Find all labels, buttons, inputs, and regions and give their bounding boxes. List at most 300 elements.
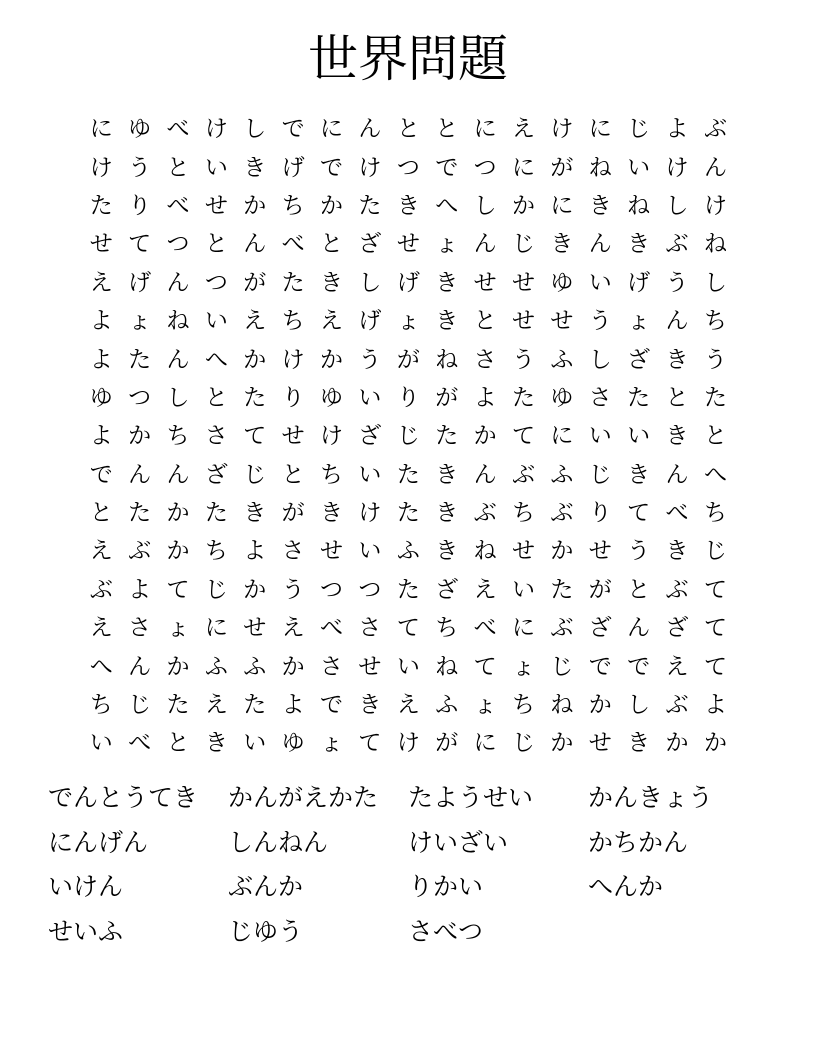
grid-letter: ん [166,461,190,488]
grid-letter: き [435,500,459,527]
grid-letter: ゆ [550,269,574,296]
grid-letter: ち [511,500,535,527]
grid-letter: ゆ [550,384,574,411]
grid-letter: さ [358,615,382,642]
grid-letter: ぶ [703,116,727,143]
grid-letter: せ [281,423,305,450]
grid-letter: ん [703,154,727,181]
grid-letter: て [358,730,382,757]
grid-letter: べ [281,231,305,258]
grid-letter: げ [358,308,382,335]
grid-letter: た [128,500,152,527]
grid-letter: ん [665,308,689,335]
grid-letter: た [627,384,651,411]
grid-letter: せ [511,538,535,565]
grid-letter: い [588,269,612,296]
grid-letter: ぶ [550,500,574,527]
grid-letter: と [204,231,228,258]
grid-letter: に [204,615,228,642]
grid-row [82,148,736,186]
grid-letter: え [320,308,344,335]
grid-row [82,379,736,417]
grid-letter: け [703,192,727,219]
grid-letter: が [396,346,420,373]
grid-letter: つ [473,154,497,181]
grid-letter: ゆ [320,384,344,411]
grid-letter: べ [166,116,190,143]
grid-letter: ね [435,346,459,373]
grid-letter: り [588,500,612,527]
grid-letter: き [396,192,420,219]
grid-letter: さ [473,346,497,373]
grid-letter: げ [396,269,420,296]
word-list-item: かんきょう [588,783,714,812]
grid-letter: ゆ [281,730,305,757]
grid-letter: か [550,730,574,757]
grid-letter: よ [89,308,113,335]
grid-letter: ぶ [665,231,689,258]
grid-letter: う [588,308,612,335]
grid-letter: じ [128,692,152,719]
grid-letter: で [281,116,305,143]
grid-row [82,532,736,570]
grid-letter: ね [473,538,497,565]
grid-letter: じ [627,116,651,143]
grid-letter: え [243,308,267,335]
grid-letter: と [204,384,228,411]
grid-letter: か [166,500,190,527]
grid-letter: き [435,461,459,488]
grid-letter: ふ [550,346,574,373]
grid-letter: に [473,730,497,757]
grid-letter: ざ [204,461,228,488]
grid-letter: て [396,615,420,642]
grid-letter: て [166,576,190,603]
grid-letter: べ [665,500,689,527]
grid-letter: へ [703,461,727,488]
grid-letter: い [243,730,267,757]
grid-letter: よ [281,692,305,719]
grid-letter: か [473,423,497,450]
grid-letter: さ [128,615,152,642]
word-list-item: にんげん [48,827,149,857]
grid-letter: ざ [435,576,459,603]
grid-row [82,647,736,685]
grid-row [82,724,736,762]
grid-letter: い [588,423,612,450]
word-list-item: でんとうてき [48,783,199,812]
grid-letter: よ [665,116,689,143]
grid-letter: げ [128,269,152,296]
grid-letter: て [243,423,267,450]
word-list-item: たようせい [408,783,534,812]
grid-letter: に [89,116,113,143]
grid-letter: と [627,576,651,603]
grid-letter: せ [550,308,574,335]
grid-letter: に [320,116,344,143]
grid-letter: き [204,730,228,757]
grid-letter: で [89,461,113,488]
grid-letter: う [511,346,535,373]
grid-letter: せ [511,308,535,335]
grid-letter: ざ [588,615,612,642]
grid-letter: ふ [243,653,267,680]
grid-letter: ょ [627,308,651,335]
grid-letter: と [166,730,190,757]
grid-letter: り [281,384,305,411]
grid-letter: た [396,461,420,488]
grid-letter: き [665,538,689,565]
grid-letter: け [550,116,574,143]
grid-letter: て [511,423,535,450]
grid-row [82,302,736,340]
grid-letter: と [396,116,420,143]
grid-letter: か [166,538,190,565]
grid-letter: つ [396,154,420,181]
grid-letter: ち [703,500,727,527]
grid-letter: き [435,538,459,565]
grid-letter: ん [166,346,190,373]
grid-letter: が [281,500,305,527]
grid-letter: ち [703,308,727,335]
word-list-item: せいふ [48,916,124,946]
grid-letter: き [665,423,689,450]
grid-letter: い [358,538,382,565]
grid-letter: ざ [665,615,689,642]
grid-letter: ち [281,192,305,219]
grid-letter: け [281,346,305,373]
grid-letter: た [243,692,267,719]
grid-letter: に [550,192,574,219]
grid-letter: ょ [511,653,535,680]
grid-letter: け [320,423,344,450]
grid-row [82,264,736,302]
grid-letter: う [128,154,152,181]
grid-letter: た [511,384,535,411]
grid-letter: と [89,500,113,527]
grid-letter: ん [588,231,612,258]
grid-letter: ょ [166,615,190,642]
grid-letter: か [550,538,574,565]
grid-letter: さ [320,653,344,680]
grid-letter: え [89,538,113,565]
grid-letter: き [627,461,651,488]
grid-letter: が [435,730,459,757]
grid-letter: き [358,692,382,719]
grid-letter: け [89,154,113,181]
grid-letter: け [204,116,228,143]
grid-letter: し [588,346,612,373]
grid-letter: た [703,384,727,411]
grid-letter: か [243,346,267,373]
word-list-item: じゆう [228,916,304,946]
grid-letter: じ [243,461,267,488]
grid-letter: せ [243,615,267,642]
grid-letter: ょ [128,308,152,335]
grid-letter: ん [243,231,267,258]
grid-letter: せ [396,231,420,258]
grid-letter: と [281,461,305,488]
grid-letter: に [511,154,535,181]
grid-letter: よ [473,384,497,411]
grid-letter: で [320,692,344,719]
grid-letter: ん [473,461,497,488]
grid-letter: ち [435,615,459,642]
grid-letter: せ [89,231,113,258]
grid-letter: た [243,384,267,411]
grid-row [82,340,736,378]
grid-letter: が [550,154,574,181]
grid-letter: え [281,615,305,642]
grid-letter: き [588,192,612,219]
grid-letter: ん [473,231,497,258]
grid-letter: た [166,692,190,719]
grid-letter: し [665,192,689,219]
grid-letter: て [627,500,651,527]
grid-letter: ん [627,615,651,642]
grid-letter: た [435,423,459,450]
grid-letter: じ [588,461,612,488]
grid-letter: か [243,192,267,219]
grid-letter: ぶ [511,461,535,488]
grid-letter: じ [396,423,420,450]
grid-letter: ふ [550,461,574,488]
grid-letter: て [703,653,727,680]
word-list-item: かちかん [588,827,689,857]
grid-letter: た [128,346,152,373]
grid-letter: た [550,576,574,603]
grid-letter: し [166,384,190,411]
grid-letter: よ [243,538,267,565]
grid-letter: ざ [627,346,651,373]
grid-letter: じ [511,730,535,757]
grid-letter: よ [703,692,727,719]
grid-letter: き [320,269,344,296]
grid-letter: じ [703,538,727,565]
grid-row [82,494,736,532]
grid-letter: し [627,692,651,719]
grid-letter: い [358,384,382,411]
grid-letter: ょ [435,231,459,258]
word-list-item: へんか [588,872,664,902]
grid-letter: け [358,154,382,181]
grid-letter: ぶ [665,692,689,719]
grid-letter: が [435,384,459,411]
word-list-item: さべつ [408,916,484,946]
grid-letter: ぶ [665,576,689,603]
grid-letter: う [358,346,382,373]
grid-letter: い [89,730,113,757]
grid-letter: よ [128,576,152,603]
grid-letter: う [703,346,727,373]
grid-letter: し [358,269,382,296]
grid-letter: か [703,730,727,757]
grid-letter: し [473,192,497,219]
grid-letter: せ [473,269,497,296]
grid-letter: き [435,269,459,296]
grid-letter: え [204,692,228,719]
grid-letter: て [703,615,727,642]
grid-row [82,187,736,225]
grid-letter: さ [204,423,228,450]
grid-letter: ち [204,538,228,565]
grid-letter: ん [358,116,382,143]
grid-letter: う [665,269,689,296]
grid-letter: い [627,154,651,181]
grid-letter: ふ [396,538,420,565]
grid-letter: い [358,461,382,488]
grid-letter: ぶ [550,615,574,642]
grid-letter: ょ [473,692,497,719]
grid-letter: ょ [320,730,344,757]
grid-letter: と [166,154,190,181]
grid-letter: ち [166,423,190,450]
grid-letter: た [396,576,420,603]
grid-letter: さ [281,538,305,565]
grid-letter: で [588,653,612,680]
grid-letter: ね [166,308,190,335]
grid-letter: べ [128,730,152,757]
grid-letter: か [281,653,305,680]
grid-letter: き [627,730,651,757]
grid-letter: た [281,269,305,296]
grid-letter: せ [320,538,344,565]
grid-letter: せ [588,730,612,757]
grid-letter: ゆ [89,384,113,411]
grid-letter: ち [89,692,113,719]
word-list [48,776,768,954]
grid-letter: ち [511,692,535,719]
grid-letter: で [435,154,459,181]
word-list-item: りかい [408,872,484,902]
grid-letter: い [396,653,420,680]
grid-letter: じ [204,576,228,603]
grid-letter: へ [204,346,228,373]
grid-letter: じ [511,231,535,258]
grid-letter: い [204,308,228,335]
grid-letter: べ [166,192,190,219]
grid-row [82,686,736,724]
grid-row [82,456,736,494]
grid-letter: ふ [204,653,228,680]
grid-letter: て [473,653,497,680]
grid-letter: ざ [358,423,382,450]
grid-letter: き [435,308,459,335]
grid-letter: げ [281,154,305,181]
grid-letter: に [550,423,574,450]
grid-letter: え [665,653,689,680]
grid-letter: き [320,500,344,527]
word-list-item: けいざい [408,827,509,857]
grid-letter: ん [128,653,152,680]
word-list-item: かんがえかた [228,783,379,812]
grid-letter: え [511,116,535,143]
word-list-item: いけん [48,872,124,902]
grid-letter: う [281,576,305,603]
grid-row [82,417,736,455]
grid-letter: え [89,615,113,642]
grid-letter: か [243,576,267,603]
grid-letter: ち [281,308,305,335]
grid-letter: ん [128,461,152,488]
grid-letter: て [703,576,727,603]
grid-letter: い [204,154,228,181]
grid-letter: し [243,116,267,143]
grid-letter: え [396,692,420,719]
word-list-item: ぶんか [228,872,304,902]
grid-letter: ね [435,653,459,680]
grid-letter: ね [588,154,612,181]
grid-letter: か [320,346,344,373]
page-title: 世界問題 [308,30,508,88]
grid-letter: ぶ [473,500,497,527]
grid-letter: よ [89,423,113,450]
grid-letter: い [627,423,651,450]
grid-letter: か [588,692,612,719]
grid-letter: へ [89,653,113,680]
grid-letter: で [627,653,651,680]
grid-letter: ょ [396,308,420,335]
grid-letter: き [550,231,574,258]
grid-letter: き [665,346,689,373]
grid-row [82,110,736,148]
grid-letter: に [511,615,535,642]
grid-letter: さ [588,384,612,411]
grid-letter: え [89,269,113,296]
grid-letter: べ [320,615,344,642]
grid-letter: え [473,576,497,603]
grid-letter: り [396,384,420,411]
grid-letter: せ [204,192,228,219]
grid-letter: に [588,116,612,143]
grid-row [82,571,736,609]
grid-letter: に [473,116,497,143]
grid-row [82,609,736,647]
grid-letter: つ [166,231,190,258]
grid-letter: へ [435,192,459,219]
grid-letter: ち [320,461,344,488]
grid-letter: と [703,423,727,450]
grid-letter: き [243,500,267,527]
grid-letter: つ [358,576,382,603]
grid-letter: き [627,231,651,258]
grid-letter: で [320,154,344,181]
grid-letter: り [128,192,152,219]
grid-letter: け [396,730,420,757]
grid-letter: た [204,500,228,527]
grid-letter: た [89,192,113,219]
grid-letter: が [588,576,612,603]
grid-letter: ん [665,461,689,488]
grid-letter: た [396,500,420,527]
grid-letter: ふ [435,692,459,719]
grid-letter: か [128,423,152,450]
word-search-grid [82,110,736,763]
grid-letter: ん [166,269,190,296]
grid-letter: し [703,269,727,296]
grid-letter: と [435,116,459,143]
grid-letter: せ [358,653,382,680]
grid-letter: げ [627,269,651,296]
grid-letter: ざ [358,231,382,258]
grid-row [82,225,736,263]
grid-letter: せ [511,269,535,296]
grid-letter: じ [550,653,574,680]
grid-letter: い [511,576,535,603]
grid-letter: た [358,192,382,219]
word-list-item: しんねん [228,827,329,857]
grid-letter: け [358,500,382,527]
